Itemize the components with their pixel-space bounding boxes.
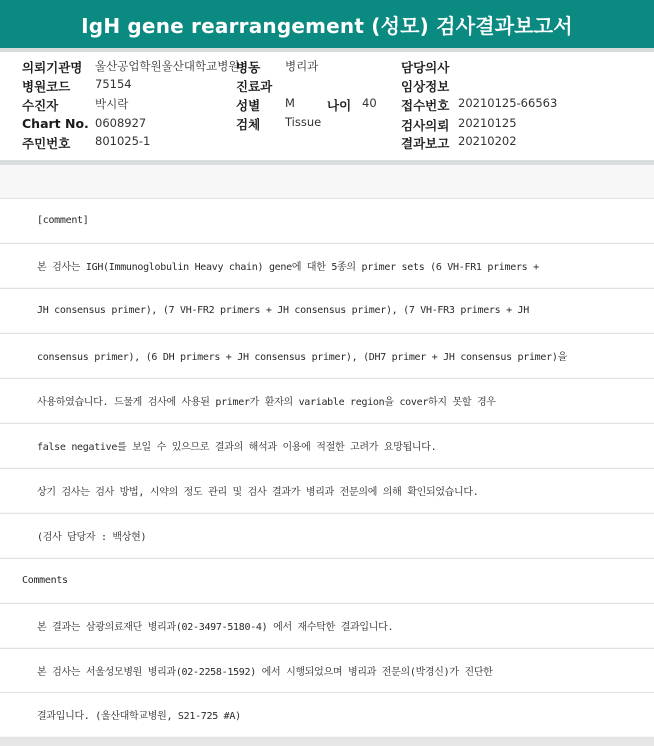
doctor-label: 담당의사 <box>401 60 450 75</box>
clinical-info-label: 임상정보 <box>401 79 450 94</box>
report-line: 결과입니다. (울산대학교병원, S21-725 #A) <box>0 692 654 736</box>
report-line: 본 검사는 IGH(Immunoglobulin Heavy chain) gene에 대한 5종의 primer sets (6 VH-FR1 primers + <box>0 243 654 287</box>
hospital-code-value: 75154 <box>95 77 132 91</box>
id-value: 801025-1 <box>95 134 151 148</box>
report-line: 사용하였습니다. 드물게 검사에 사용된 primer가 환자의 variable region을 cover하지 못할 경우 <box>0 378 654 422</box>
request-label: 검사의뢰 <box>401 118 450 133</box>
report-line: 본 결과는 삼광의료재단 병리과(02-3497-5180-4) 에서 재수탁한 결과입니다. <box>0 603 654 647</box>
dept-label: 병동 <box>236 60 261 75</box>
id-label: 주민번호 <box>22 136 71 151</box>
report-body <box>0 165 654 737</box>
receipt-value: 20210125-66563 <box>458 96 558 110</box>
comments-heading: Comments <box>0 558 654 602</box>
sex-value: M <box>285 96 295 110</box>
hospital-code-label: 병원코드 <box>22 79 71 94</box>
sex-label: 성별 <box>236 98 261 113</box>
name-value: 박시락 <box>95 97 129 111</box>
report-date-label: 결과보고 <box>401 136 450 151</box>
chart-no-label: Chart No. <box>22 116 89 131</box>
institution-label: 의뢰기관명 <box>22 60 83 75</box>
report-date-value: 20210202 <box>458 134 517 148</box>
report-title: IgH gene rearrangement (성모) 검사결과보고서 <box>81 13 573 38</box>
clinic-label: 진료과 <box>236 79 273 94</box>
age-value: 40 <box>362 96 377 110</box>
report-line: 상기 검사는 검사 방법, 시약의 정도 관리 및 검사 결과가 병리과 전문의에 의해 확인되었습니다. <box>0 468 654 512</box>
report-line: false negative를 보일 수 있으므로 결과의 해석과 이용에 적절한 고려가 요망됩니다. <box>0 423 654 467</box>
patient-info-panel <box>0 52 654 160</box>
age-label: 나이 <box>327 98 352 113</box>
report-line: (검사 담당자 : 백상현) <box>0 513 654 557</box>
institution-value: 울산공업학원울산대학교병원 <box>95 59 240 73</box>
bottom-edge <box>0 737 654 746</box>
chart-no-value: 0608927 <box>95 116 147 130</box>
name-label: 수진자 <box>22 98 59 113</box>
comment-heading: [comment] <box>0 198 654 242</box>
request-date-value: 20210125 <box>458 116 517 130</box>
specimen-value: Tissue <box>285 115 322 129</box>
specimen-label: 검체 <box>236 117 261 132</box>
receipt-label: 접수번호 <box>401 98 450 113</box>
dept-value: 병리과 <box>285 59 319 73</box>
title-bar <box>0 0 654 52</box>
report-line: consensus primer), (6 DH primers + JH consensus primer), (DH7 primer + JH consensus primer)을 <box>0 333 654 377</box>
report-line: 본 검사는 서울성모병원 병리과(02-2258-1592) 에서 시행되었으며 병리과 전문의(박경신)가 진단한 <box>0 648 654 692</box>
report-line: JH consensus primer), (7 VH-FR2 primers + JH consensus primer), (7 VH-FR3 primers + JH <box>0 288 654 332</box>
